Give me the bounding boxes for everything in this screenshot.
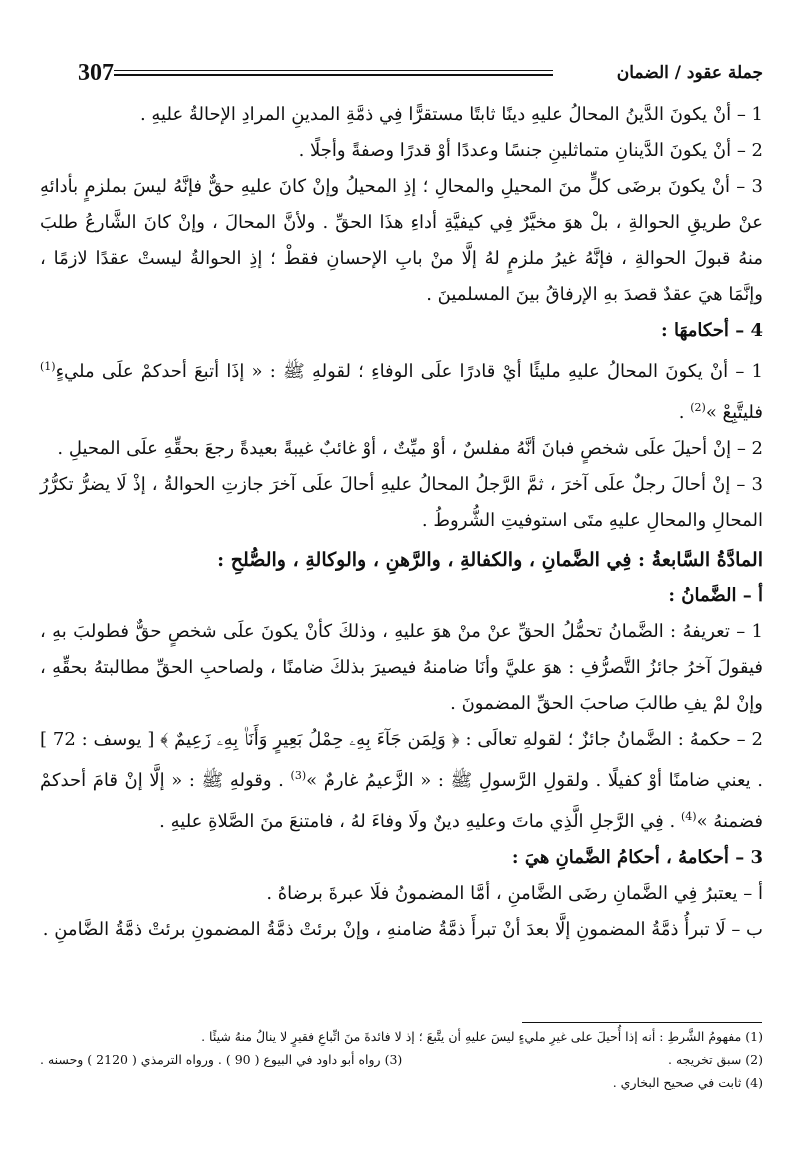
page-number: 307: [78, 60, 114, 86]
header-rule-thick: [114, 74, 553, 76]
ahkam-item-1: [40, 349, 763, 431]
footnote-separator: [522, 1022, 762, 1023]
footnote-3: (3) رواه أبو داود في البيوع ( 90 ) . ورواه الترمذي ( 2120 ) وحسنه .: [40, 1052, 403, 1067]
footnote-ref-3: (3): [290, 769, 307, 782]
footnote-4: (4) ثابت في صحيح البخاري .: [612, 1075, 763, 1090]
ahkam-item-2: 2 – إنْ أحيلَ علَى شخصٍ فبانَ أنَّهُ مفلسٌ ، أوْ ميِّتٌ ، أوْ غائبٌ غيبةً بعيدةً رجعَ بحقِّهِ علَى المحيلِ .: [57, 438, 763, 459]
ahkam-item-1-text: 1 – أنْ يكونَ المحالُ عليهِ مليئًا أيْ قادرًا علَى الوفاءِ ؛ لقولهِ ﷺ : « إذَا أتبعَ أحدكمْ علَى مليءٍ: [55, 361, 763, 382]
daman-ruling: [40, 722, 763, 840]
footnote-ref-2: (2): [690, 401, 706, 414]
page-header: [78, 58, 763, 92]
daman-ahkam-a: أ – يعتبرُ فِي الضَّمانِ رضَى الضَّامنِ ، أمَّا المضمونُ فلَا عبرةَ برضاهُ .: [266, 883, 763, 904]
ahkam-item-1-text-b: فليتَّبِعْ »: [705, 402, 763, 423]
condition-3: 3 – أنْ يكونَ برضَى كلٍّ منَ المحيلِ والمحالِ ؛ إذِ المحيلُ وإنْ كانَ عليهِ حقٌّ فإنَّهُ ليسَ بملزمٍ بأدائهِ عنْ طريقِ الحوالةِ ، بلْ هوَ مخيَّرٌ فِي كيفيَّةِ أداءِ هذَا الحقِّ . ولأنَّ المحالَ ، وإنْ كانَ الشَّارعُ طلبَ منهُ قبولَ الحوالةِ ، فإنَّهُ غيرُ ملزمٍ لهُ إلَّا منْ بابِ الإحسانِ فقطْ ؛ إذِ الحوالةُ ليستْ عقدًا لازمًا ، وإنَّمَا هيَ عقدٌ قصدَ بهِ الإرفاقُ بينَ المسلمينَ .: [40, 176, 763, 305]
daman-ruling-text-b: . وقولهِ ﷺ : « إلَّا إنْ قامَ أحدكمْ فضمنهُ »: [40, 770, 763, 832]
running-title: جملة عقود / الضمان: [616, 63, 763, 83]
ahkam-heading: 4 – أحكامهَا :: [661, 320, 763, 341]
daman-heading: أ – الضَّمانُ :: [668, 585, 763, 606]
daman-ruling-text-c: . فِي الرَّجلِ الَّذِي ماتَ وعليهِ دينٌ ولَا وفاءَ لهُ ، فامتنعَ منَ الصَّلاةِ عليهِ .: [159, 811, 676, 832]
ahkam-item-1-end: .: [678, 402, 685, 423]
daman-definition: 1 – تعريفهُ : الضَّمانُ تحمُّلُ الحقِّ عنْ منْ هوَ عليهِ ، وذلكَ كأنْ يكونَ علَى شخصٍ حقٌّ فطولبَ بهِ ، فيقولَ آخرُ جائزُ التَّصرُّفِ : هوَ عليَّ وأنَا ضامنهُ فيصيرَ بذلكَ ضامنًا ، ولصاحبِ الحقِّ مطالبتهُ بحقِّهِ ، وإنْ لمْ يفِ طالبَ صاحبَ الحقِّ المضمونَ .: [40, 621, 763, 714]
footnote-2: (2) سبق تخريجه .: [668, 1052, 763, 1067]
footnote-row-2-3: [40, 1048, 763, 1071]
footnote-1: (1) مفهومُ الشَّرطِ : أنه إذا أُحيلَ على غيرِ مليءٍ ليسَ عليهِ أن يتَّبعَ ؛ إذ لا فائدةَ منَ اتِّباعِ فقيرٍ لا ينالُ منهُ شيئًا .: [201, 1029, 763, 1044]
header-rule: [114, 70, 553, 71]
footnote-ref-4: (4): [680, 810, 697, 823]
main-text: [40, 97, 763, 948]
daman-ruling-text-a: 2 – حكمهُ : الضَّمانُ جائزٌ ؛ لقولهِ تعالَى : ﴿ وَلِمَن جَآءَ بِهِۦ حِمْلُ بَعِيرٍ وَأَنَا۠ بِهِۦ زَعِيمٌ ﴾ [ يوسف : 72 ] . يعني ضامنًا أوْ كفيلًا . ولقولِ الرَّسولِ ﷺ : « الزَّعيمُ غارمٌ »: [40, 729, 763, 791]
condition-1: 1 – أنْ يكونَ الدَّينُ المحالُ عليهِ دينًا ثابتًا مستقرًّا فِي ذمَّةِ المدينِ المرادِ الإحالةُ عليهِ .: [139, 104, 763, 125]
section-7-title: المادَّةُ السَّابعةُ : فِي الضَّمانِ ، والكفالةِ ، والرَّهنِ ، والوكالةِ ، والصُّلحِ :: [217, 549, 763, 571]
daman-ahkam-b: ب – لَا تبرأُ ذمَّةُ المضمونِ إلَّا بعدَ أنْ تبرأَ ذمَّةُ ضامنهِ ، وإنْ برئتْ ذمَّةُ المضمونِ برئتْ ذمَّةُ الضَّامنِ .: [42, 919, 763, 940]
footnotes: [40, 1025, 763, 1094]
footnote-ref-1: (1): [40, 360, 56, 373]
condition-2: 2 – أنْ يكونَ الدَّينانِ متماثلينِ جنسًا وعددًا أوْ قدرًا وصفةً وأجلًا .: [298, 140, 763, 161]
daman-ahkam-heading: 3 – أحكامهُ ، أحكامُ الضَّمانِ هيَ :: [511, 847, 763, 868]
ahkam-item-3: 3 – إنْ أحالَ رجلٌ علَى آخرَ ، ثمَّ الرَّجلُ المحالُ عليهِ أحالَ علَى آخرَ جازتِ الحوالةُ ، إذْ لَا يضرُّ تكرُّرُ المحالِ والمحالِ عليهِ متَى استوفيتِ الشُّروطُ .: [40, 474, 763, 531]
